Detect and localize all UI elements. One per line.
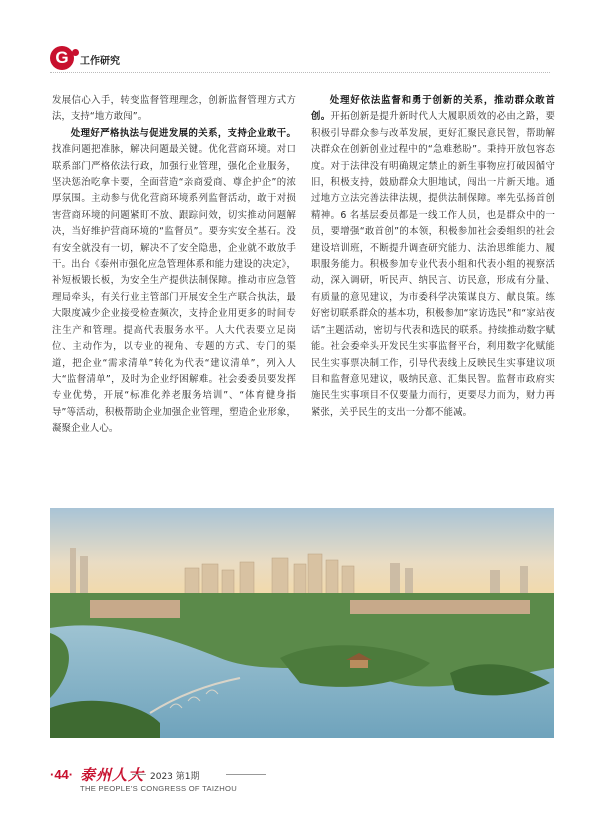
paragraph-lead: 处理好依法监督和勇于创新的关系，推动群众敢首创。 <box>311 95 555 123</box>
paragraph <box>52 126 296 438</box>
page-number: ·44· <box>50 767 74 782</box>
paragraph-body: 开拓创新是提升新时代人大履职质效的必由之路，要积极引导群众参与改革发展，更好汇聚民意民智，帮助解决群众在创新创业过程中的“急难愁盼”。秉持开放包容态度。对于法律没有明确规定禁止的新生事物应打破因循守旧，积极支持，鼓励群众大胆地试，闯出一片新天地。通过地方立法完善法律法规，提供法制保障。率先弘扬首创精神。6 名基层委员都是一线工作人员，也是群众中的一员，要增强“敢首创”的本领，积极参加社会委组织的社会建设培训班，不断提升调查研究能力、法治思维能力、履职服务能力。积极参加专业代表小组和代表小组的视察活动，深入调研，听民声、纳民言、访民意，形成有分量、有质量的意见建议，为市委科学决策谋良方、献良策。练好密切联系群众的基本功，积极参加“家访选民”和“家站夜话”主题活动，密切与代表和选民的联系。持续推动数字赋能。社会委牵头开发民生实事监督平台，利用数字化赋能民生实事票决制工作，引导代表线上反映民生实事建议项目和监督意见建议，吸纳民意、汇集民智。监督市政府实施民生实事项目不仅要量力而行，更要尽力而为，财力再紧张，关乎民生的支出一分都不能减。 <box>311 111 555 418</box>
paragraph <box>311 93 555 421</box>
footer-divider <box>132 774 146 775</box>
page-footer <box>50 763 554 799</box>
city-photo <box>50 508 554 738</box>
footer-divider <box>226 774 266 775</box>
magazine-title: 泰州人大 <box>80 766 145 784</box>
paragraph: 发展信心入手，转变监督管理理念，创新监督管理方式方法，支持“地方敢闯”。 <box>52 95 296 123</box>
article-column-right <box>311 93 555 421</box>
section-logo: G <box>50 46 74 70</box>
city-photo-illustration <box>50 508 554 738</box>
section-title: 工作研究 <box>80 56 120 67</box>
article-column-left <box>52 93 296 438</box>
paragraph-body: 找准问题把准脉，解决问题最关键。优化营商环境。对口联系部门严格依法行政，加强行业管理，强化企业服务，坚决惩治吃拿卡要，全面营造“亲商爱商、尊企护企”的浓厚氛围。主动参与优化营商环境系列监督活动，敢于对损害营商环境的问题紧盯不放、跟踪问效，切实推动问题解决，当好维护营商环境的“监督员”。要夯实安全基石。没有安全就没有一切，解决不了安全隐患，企业就不敢放手干。出台《泰州市强化应急管理体系和能力建设的决定》，补短板锻长板，为安全生产提供法制保障。推动市应急管理局牵头，有关行业主管部门开展安全生产联合执法，最大限度减少企业接受检查频次，支持企业用更多的时间专注生产和管理。提高代表服务水平。人大代表要立足岗位、主动作为，以专业的视角、专题的方式、专门的渠道，把企业“需求清单”转化为代表“建议清单”，列入人大“监督清单”，及时为企业纾困解难。社会委委员要发挥专业优势，开展“标准化养老服务培训”、“体育健身指导”等活动，积极帮助企业加强企业管理，塑造企业形象，凝聚企业人心。 <box>52 144 296 435</box>
magazine-english-title: THE PEOPLE’S CONGRESS OF TAIZHOU <box>80 784 237 793</box>
header-divider <box>50 72 550 73</box>
issue-label: 2023 第1期 <box>150 772 200 782</box>
paragraph-lead: 处理好严格执法与促进发展的关系，支持企业敢干。 <box>70 127 296 139</box>
